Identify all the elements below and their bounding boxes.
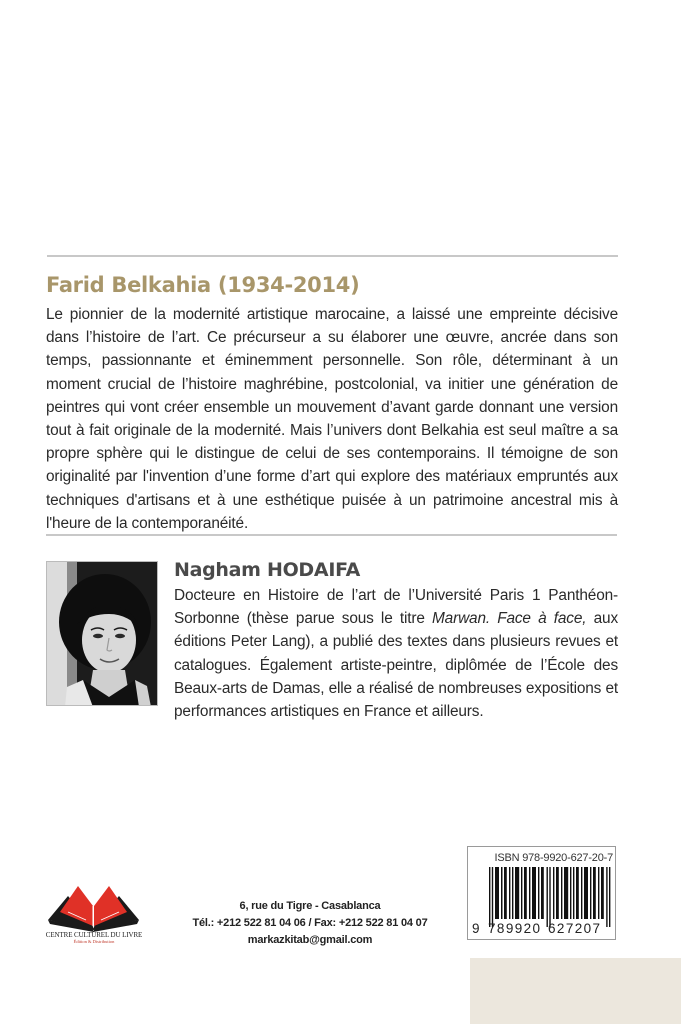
publisher-contact: [180, 898, 440, 949]
barcode-icon: [489, 867, 611, 927]
beige-corner-block: [470, 958, 681, 1024]
book-title-italic: Marwan. Face à face,: [432, 610, 587, 628]
barcode-digit-first: 9: [472, 921, 481, 936]
barcode-digits-right: 627207: [548, 921, 602, 936]
publisher-phone-fax: Tél.: +212 522 81 04 06 / Fax: +212 522 81 04 07: [192, 917, 428, 929]
isbn-barcode-box: [467, 846, 616, 940]
subject-title: Farid Belkahia (1934-2014): [46, 273, 360, 297]
publisher-address: 6, rue du Tigre - Casablanca: [239, 900, 381, 912]
author-bio-text: [174, 584, 618, 723]
open-book-icon: [46, 882, 141, 932]
author-name: Nagham HODAIFA: [174, 559, 360, 581]
top-divider: [47, 255, 618, 257]
publisher-name: CENTRE CULTUREL DU LIVRE: [45, 931, 143, 939]
publisher-email: markazkitab@gmail.com: [247, 934, 373, 946]
barcode-digits-left: 789920: [488, 921, 542, 936]
barcode-digits: [472, 921, 614, 936]
publisher-subtitle: Édition & Distribution: [73, 939, 115, 944]
author-bio-part2: aux éditions Peter Lang), a publié des textes dans plusieurs revues et catalogues. Également artiste-peintre, diplômée de l’École des Beaux-arts de Damas, elle a réalisé de nombreuses expositions et performances artistiques en France et ailleurs.: [174, 610, 618, 721]
middle-divider: [46, 534, 617, 536]
author-bio-part1: Docteure en Histoire de l’art de l’Université Paris 1 Panthéon-Sorbonne (thèse parue sous le titre: [174, 587, 618, 628]
author-photo: [46, 561, 158, 706]
portrait-icon: [47, 562, 158, 706]
isbn-label: ISBN 978-9920-627-20-7: [494, 852, 613, 864]
subject-bio-text: Le pionnier de la modernité artistique marocaine, a laissé une empreinte décisive dans l’histoire de l’art. Ce précurseur a su élaborer une œuvre, ancrée dans son temps, passionnante et éminemment personnelle. Son rôle, déterminant à un moment crucial de l’histoire maghrébine, postcolonial, va initier une génération de peintres qui vont créer ensemble un mouvement d’avant garde donnant une version tout à fait originale de la modernité. Mais l’univers dont Belkahia est seul maître a sa propre sphère qui le distingue de celui de ses contemporains. Il témoigne de son originalité par l'invention d’une forme d’art qui explore des matériaux empruntés aux techniques d'artisans et à une esthétique puisée à un patrimoine ancestral mis à l'heure de la contemporanéité.: [46, 306, 618, 532]
